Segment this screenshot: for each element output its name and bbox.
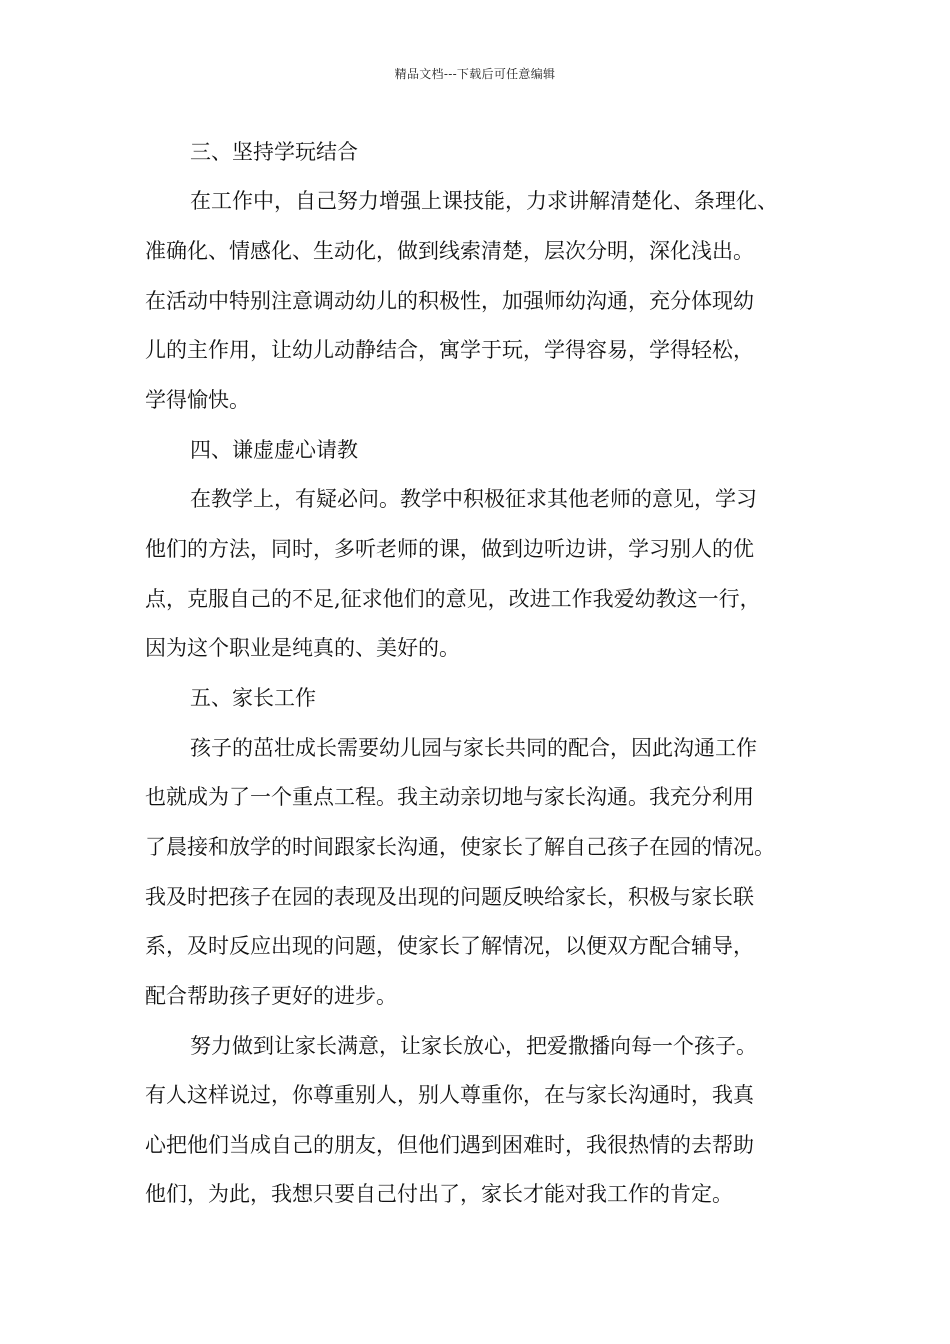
paragraph-line: 也就成为了一个重点工程。我主动亲切地与家长沟通。我充分利用: [145, 785, 754, 809]
paragraph-line: 在工作中，自己努力增强上课技能，力求讲解清楚化、条理化、: [190, 189, 778, 213]
paragraph-line: 他们，为此，我想只要自己付出了，家长才能对我工作的肯定。: [145, 1182, 733, 1206]
heading-4: 四、谦虚虚心请教: [190, 438, 358, 462]
paragraph-line: 儿的主作用，让幼儿动静结合，寓学于玩，学得容易，学得轻松，: [145, 338, 754, 362]
paragraph-line: 配合帮助孩子更好的进步。: [145, 984, 397, 1008]
paragraph-line: 有人这样说过，你尊重别人，别人尊重你，在与家长沟通时，我真: [145, 1083, 754, 1107]
paragraph-line: 准确化、情感化、生动化，做到线索清楚，层次分明，深化浅出。: [145, 239, 754, 263]
paragraph-line: 点，克服自己的不足,征求他们的意见，改进工作我爱幼教这一行，: [145, 587, 761, 611]
paragraph-line: 在教学上，有疑必问。教学中积极征求其他老师的意见，学习: [190, 487, 757, 511]
paragraph-line: 心把他们当成自己的朋友，但他们遇到困难时，我很热情的去帮助: [145, 1133, 754, 1157]
paragraph-line: 孩子的茁壮成长需要幼儿园与家长共同的配合，因此沟通工作: [190, 736, 757, 760]
paragraph-line: 因为这个职业是纯真的、美好的。: [145, 636, 460, 660]
paragraph-line: 我及时把孩子在园的表现及出现的问题反映给家长，积极与家长联: [145, 885, 754, 909]
paragraph-line: 系，及时反应出现的问题，使家长了解情况，以便双方配合辅导，: [145, 934, 754, 958]
page-header: 精品文档---下载后可任意编辑: [394, 67, 556, 81]
heading-3: 三、坚持学玩结合: [190, 140, 358, 164]
paragraph-line: 了晨接和放学的时间跟家长沟通，使家长了解自己孩子在园的情况。: [145, 835, 775, 859]
paragraph-line: 学得愉快。: [145, 388, 250, 412]
heading-5: 五、家长工作: [190, 686, 316, 710]
paragraph-line: 他们的方法，同时，多听老师的课，做到边听边讲，学习别人的优: [145, 537, 754, 561]
paragraph-line: 努力做到让家长满意，让家长放心，把爱撒播向每一个孩子。: [190, 1034, 757, 1058]
paragraph-line: 在活动中特别注意调动幼儿的积极性，加强师幼沟通，充分体现幼: [145, 289, 754, 313]
